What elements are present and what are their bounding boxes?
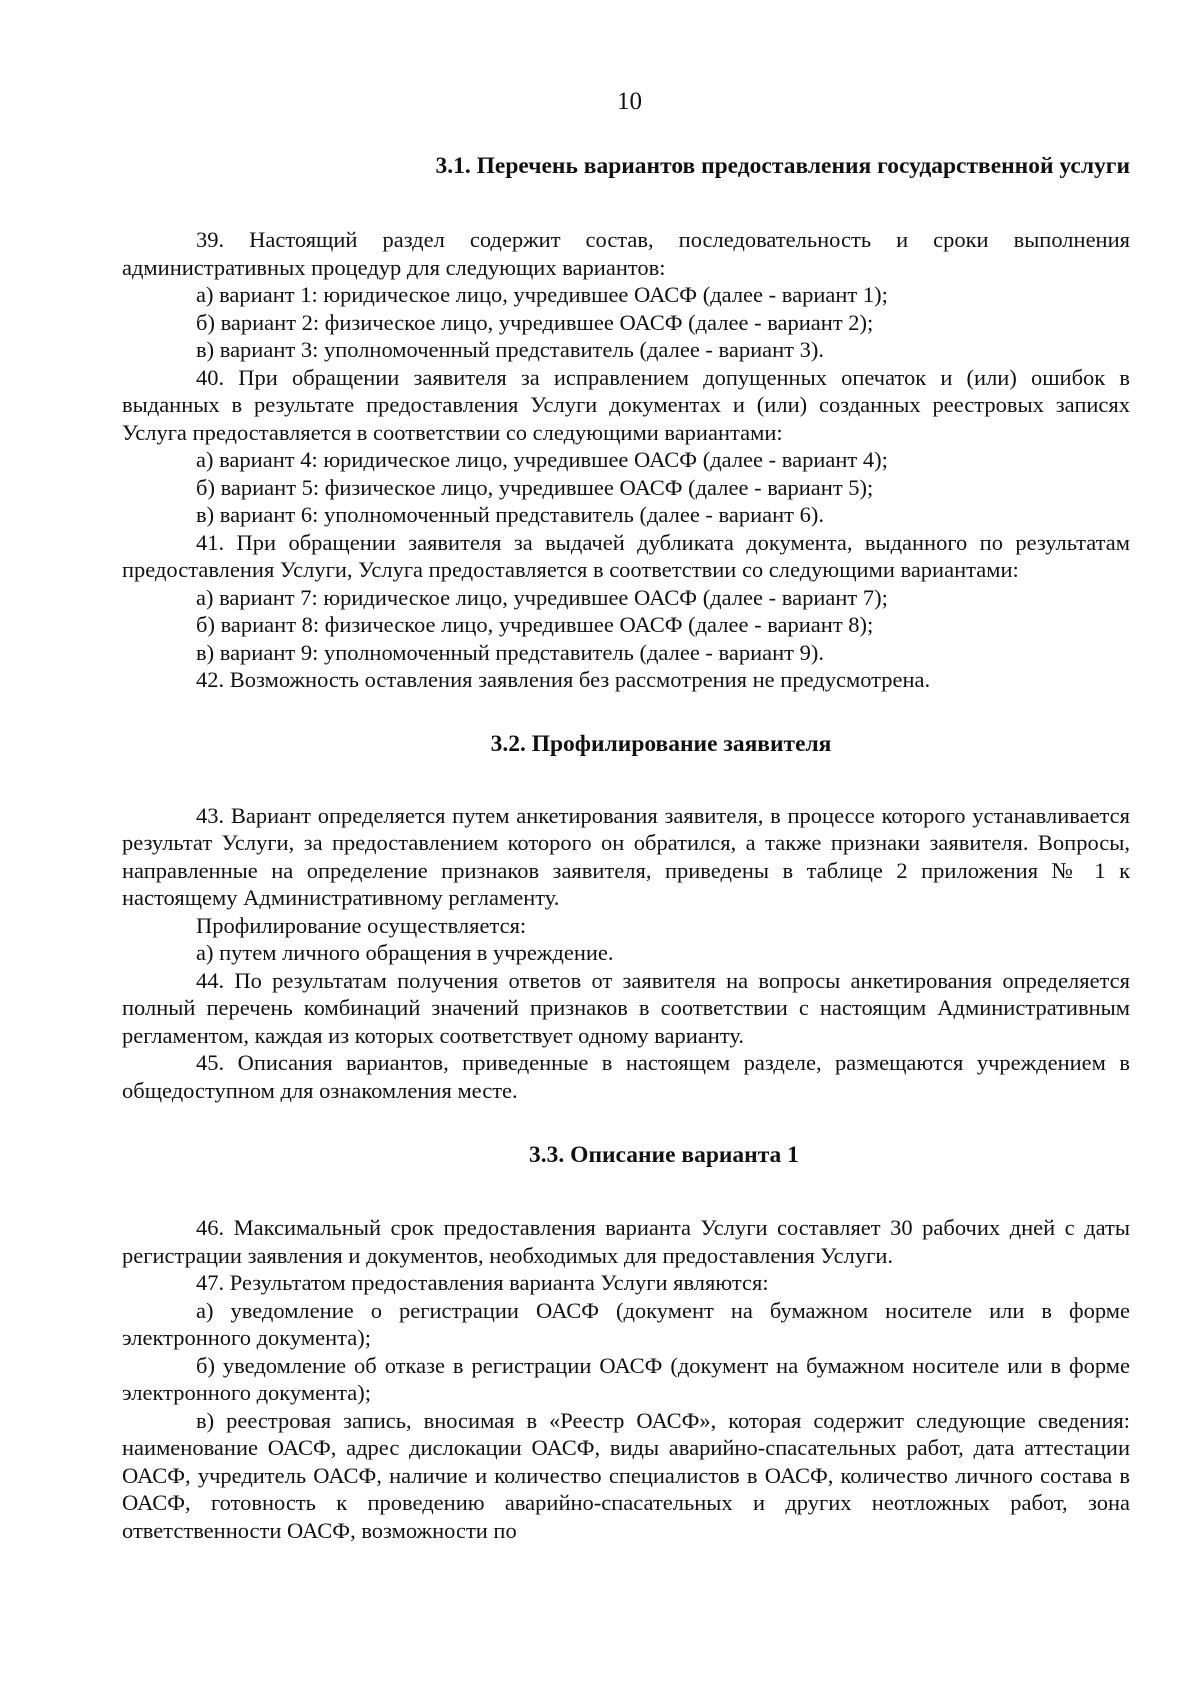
section-heading-3-2: 3.2. Профилирование заявителя xyxy=(490,730,832,757)
list-item: б) вариант 8: физическое лицо, учредившее ОАСФ (далее - вариант 8); xyxy=(196,612,874,637)
list-item: в) вариант 9: уполномоченный представитель (далее - вариант 9). xyxy=(196,639,825,665)
list-item: а) вариант 4: юридическое лицо, учредившее ОАСФ (далее - вариант 4); xyxy=(196,447,888,472)
paragraph-41: 41. При обращении заявителя за выдачей дубликата документа, выданного по результатам предоставления Услуги, Услуга предоставляется в соответствии со следующими вариантами: xyxy=(122,529,1130,582)
list-item: а) вариант 1: юридическое лицо, учредившее ОАСФ (далее - вариант 1); xyxy=(196,282,888,307)
page-number: 10 xyxy=(617,88,642,115)
section-heading-3-3: 3.3. Описание варианта 1 xyxy=(529,1142,799,1168)
paragraph-profiling: Профилирование осуществляется: xyxy=(196,912,527,938)
paragraph-46: 46. Максимальный срок предоставления варианта Услуги составляет 30 рабочих дней с даты регистрации заявления и документов, необходимых для предоставления Услуги. xyxy=(122,1215,1130,1268)
list-item: б) вариант 2: физическое лицо, учредившее ОАСФ (далее - вариант 2); xyxy=(196,309,874,335)
paragraph-42: 42. Возможность оставления заявления без рассмотрения не предусмотрена. xyxy=(196,667,931,692)
list-item: б) уведомление об отказе в регистрации ОАСФ (документ на бумажном носителе или в форме электронного документа); xyxy=(122,1352,1130,1405)
section-3-2-body xyxy=(122,802,1130,1105)
paragraph-44: 44. По результатам получения ответов от заявителя на вопросы анкетирования определяется полный перечень комбинаций значений признаков в соответствии с настоящим Административным регламентом, каждая из которых соответствует одному варианту. xyxy=(122,967,1130,1048)
list-item: а) вариант 7: юридическое лицо, учредившее ОАСФ (далее - вариант 7); xyxy=(196,584,888,610)
paragraph-39: 39. Настоящий раздел содержит состав, последовательность и сроки выполнения административных процедур для следующих вариантов: xyxy=(122,227,1130,280)
section-3-1-body xyxy=(122,226,1130,694)
section-heading-3-1: 3.1. Перечень вариантов предоставления государственной услуги xyxy=(435,153,1130,179)
paragraph-45: 45. Описания вариантов, приведенные в настоящем разделе, размещаются учреждением в общедоступном для ознакомления месте. xyxy=(122,1050,1130,1103)
paragraph-47: 47. Результатом предоставления варианта Услуги являются: xyxy=(196,1270,769,1295)
list-item: а) уведомление о регистрации ОАСФ (документ на бумажном носителе или в форме электронного документа); xyxy=(122,1297,1130,1350)
paragraph-43: 43. Вариант определяется путем анкетирования заявителя, в процессе которого устанавливается результат Услуги, за предоставлением которого он обратился, а также признаки заявителя. Вопросы, направленные на определение признаков заявителя, приведены в таблице 2 приложения № 1 к настоящему Административному регламенту. xyxy=(122,802,1130,910)
list-item: в) реестровая запись, вносимая в «Реестр ОАСФ», которая содержит следующие сведения: наименование ОАСФ, адрес дислокации ОАСФ, виды аварийно-спасательных работ, дата аттестации ОАСФ, учредитель ОАСФ, наличие и количество специалистов в ОАСФ, количество личного состава в ОАСФ, готовность к проведению аварийно-спасательных и других неотложных работ, зона ответственности ОАСФ, возможности по xyxy=(122,1407,1130,1543)
section-3-3-body xyxy=(122,1214,1130,1544)
list-item: в) вариант 6: уполномоченный представитель (далее - вариант 6). xyxy=(196,502,825,527)
list-item: а) путем личного обращения в учреждение. xyxy=(196,940,614,965)
list-item: б) вариант 5: физическое лицо, учредившее ОАСФ (далее - вариант 5); xyxy=(196,474,874,500)
paragraph-40: 40. При обращении заявителя за исправлением допущенных опечаток и (или) ошибок в выданных в результате предоставления Услуги документах и (или) созданных реестровых записях Услуга предоставляется в соответствии со следующими вариантами: xyxy=(122,364,1130,445)
list-item: в) вариант 3: уполномоченный представитель (далее - вариант 3). xyxy=(196,337,825,362)
